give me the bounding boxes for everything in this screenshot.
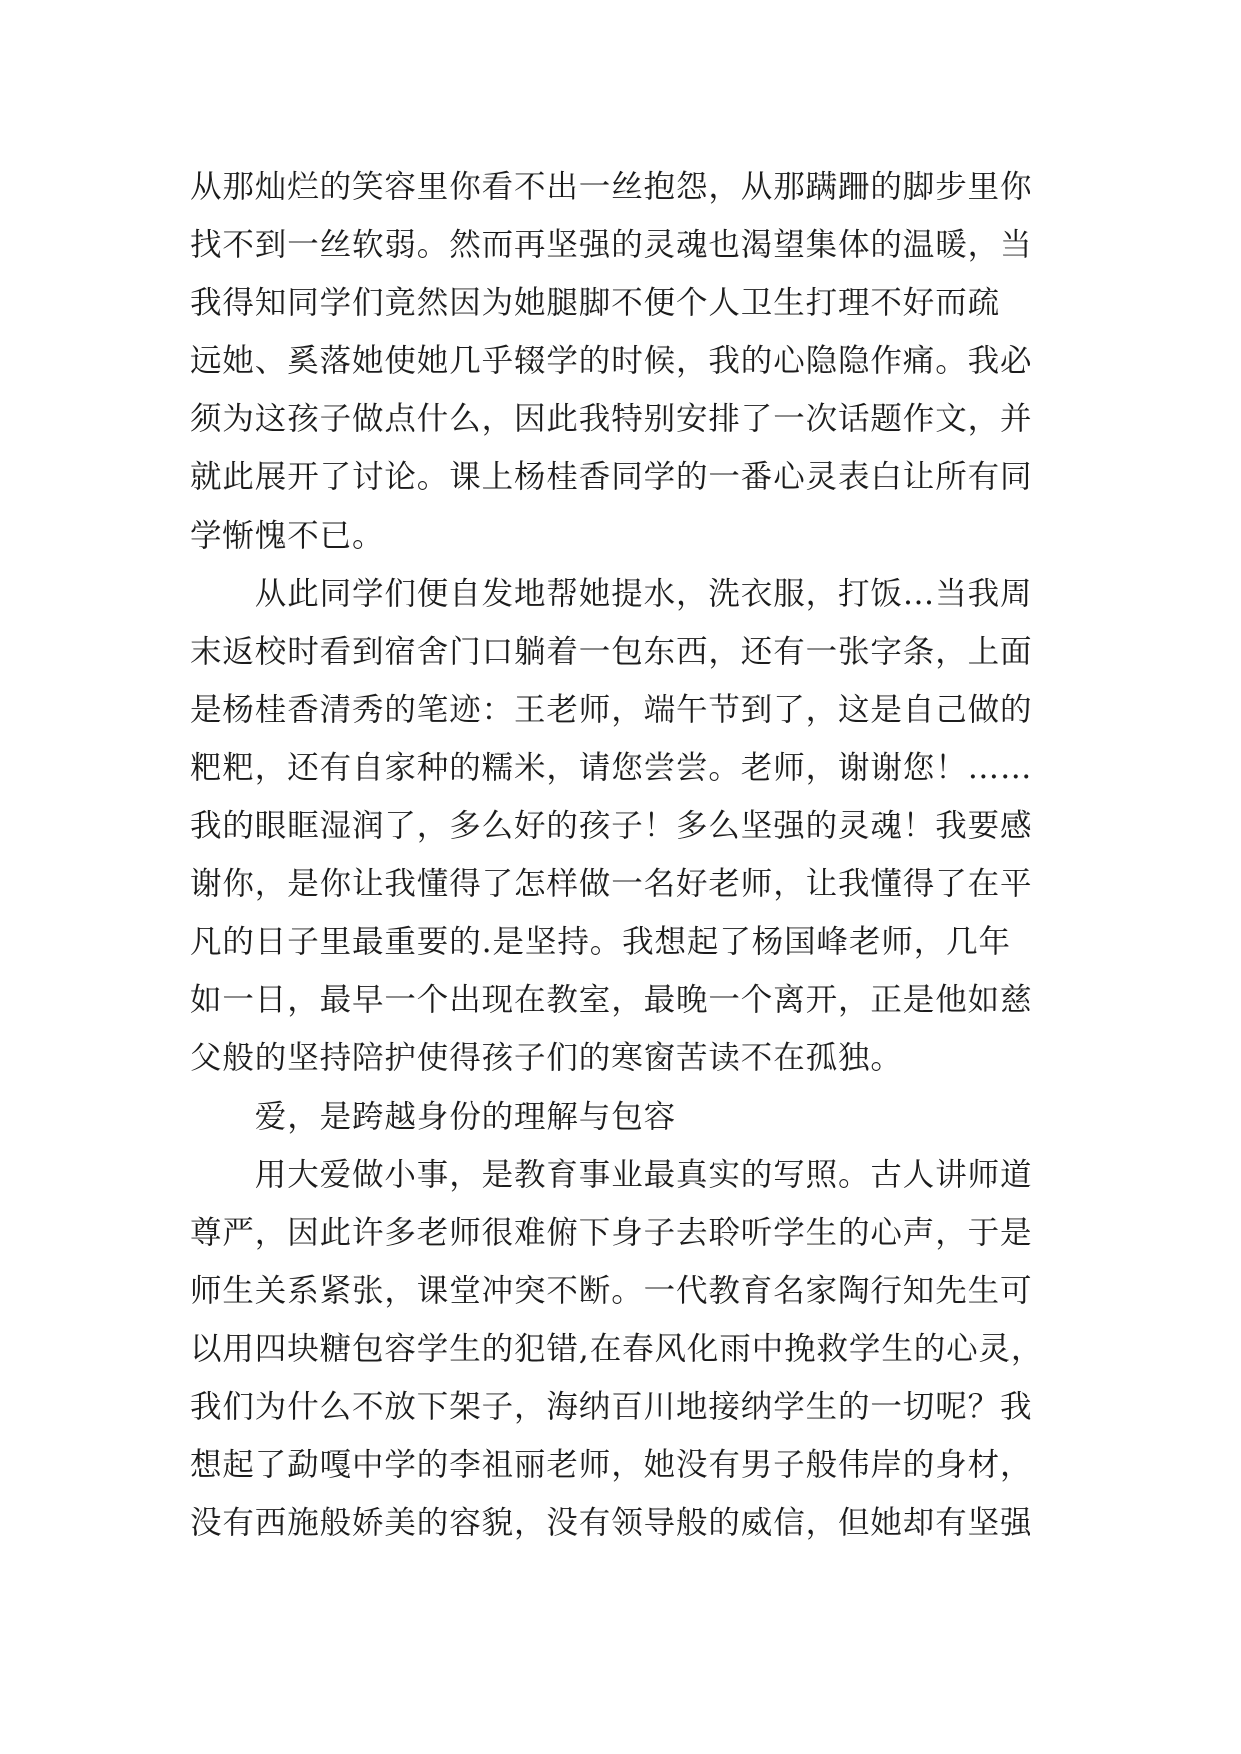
text-line: 粑粑，还有自家种的糯米，请您尝尝。老师，谢谢您！…… <box>190 749 1033 786</box>
text-line: 学惭愧不已。 <box>190 517 385 554</box>
text-line: 找不到一丝软弱。然而再坚强的灵魂也渴望集体的温暖，当 <box>190 227 1033 264</box>
text-line: 须为这孩子做点什么，因此我特别安排了一次话题作文，并 <box>190 401 1033 438</box>
text-line: 远她、奚落她使她几乎辍学的时候，我的心隐隐作痛。我必 <box>190 343 1033 380</box>
section-heading: 爱，是跨越身份的理解与包容 <box>190 1098 677 1135</box>
text-line: 如一日，最早一个出现在教室，最晚一个离开，正是他如慈 <box>190 982 1033 1019</box>
text-line: 以用四块糖包容学生的犯错,在春风化雨中挽救学生的心灵， <box>190 1330 1044 1367</box>
text-line: 师生关系紧张，课堂冲突不断。一代教育名家陶行知先生可 <box>190 1272 1033 1309</box>
text-line: 是杨桂香清秀的笔迹：王老师，端午节到了，这是自己做的 <box>190 691 1033 728</box>
text-line: 谢你，是你让我懂得了怎样做一名好老师，让我懂得了在平 <box>190 866 1033 903</box>
text-line: 就此展开了讨论。课上杨桂香同学的一番心灵表白让所有同 <box>190 459 1033 496</box>
text-line: 我的眼眶湿润了，多么好的孩子！多么坚强的灵魂！我要感 <box>190 808 1033 845</box>
text-line: 凡的日子里最重要的.是坚持。我想起了杨国峰老师，几年 <box>190 924 1011 961</box>
text-line: 从那灿烂的笑容里你看不出一丝抱怨，从那蹒跚的脚步里你 <box>190 169 1033 205</box>
text-line: 从此同学们便自发地帮她提水，洗衣服，打饭…当我周 <box>190 575 1033 612</box>
text-line: 用大爱做小事，是教育事业最真实的写照。古人讲师道 <box>190 1156 1033 1193</box>
text-line: 我得知同学们竟然因为她腿脚不便个人卫生打理不好而疏 <box>190 285 1001 322</box>
text-line: 想起了勐嘎中学的李祖丽老师，她没有男子般伟岸的身材， <box>190 1447 1033 1484</box>
text-line: 我们为什么不放下架子，海纳百川地接纳学生的一切呢？我 <box>190 1388 1033 1425</box>
text-line: 没有西施般娇美的容貌，没有领导般的威信，但她却有坚强 <box>190 1505 1033 1542</box>
body-text <box>190 158 1060 1552</box>
text-line: 末返校时看到宿舍门口躺着一包东西，还有一张字条，上面 <box>190 633 1033 670</box>
text-line: 尊严，因此许多老师很难俯下身子去聆听学生的心声，于是 <box>190 1214 1033 1251</box>
text-line: 父般的坚持陪护使得孩子们的寒窗苦读不在孤独。 <box>190 1040 903 1077</box>
